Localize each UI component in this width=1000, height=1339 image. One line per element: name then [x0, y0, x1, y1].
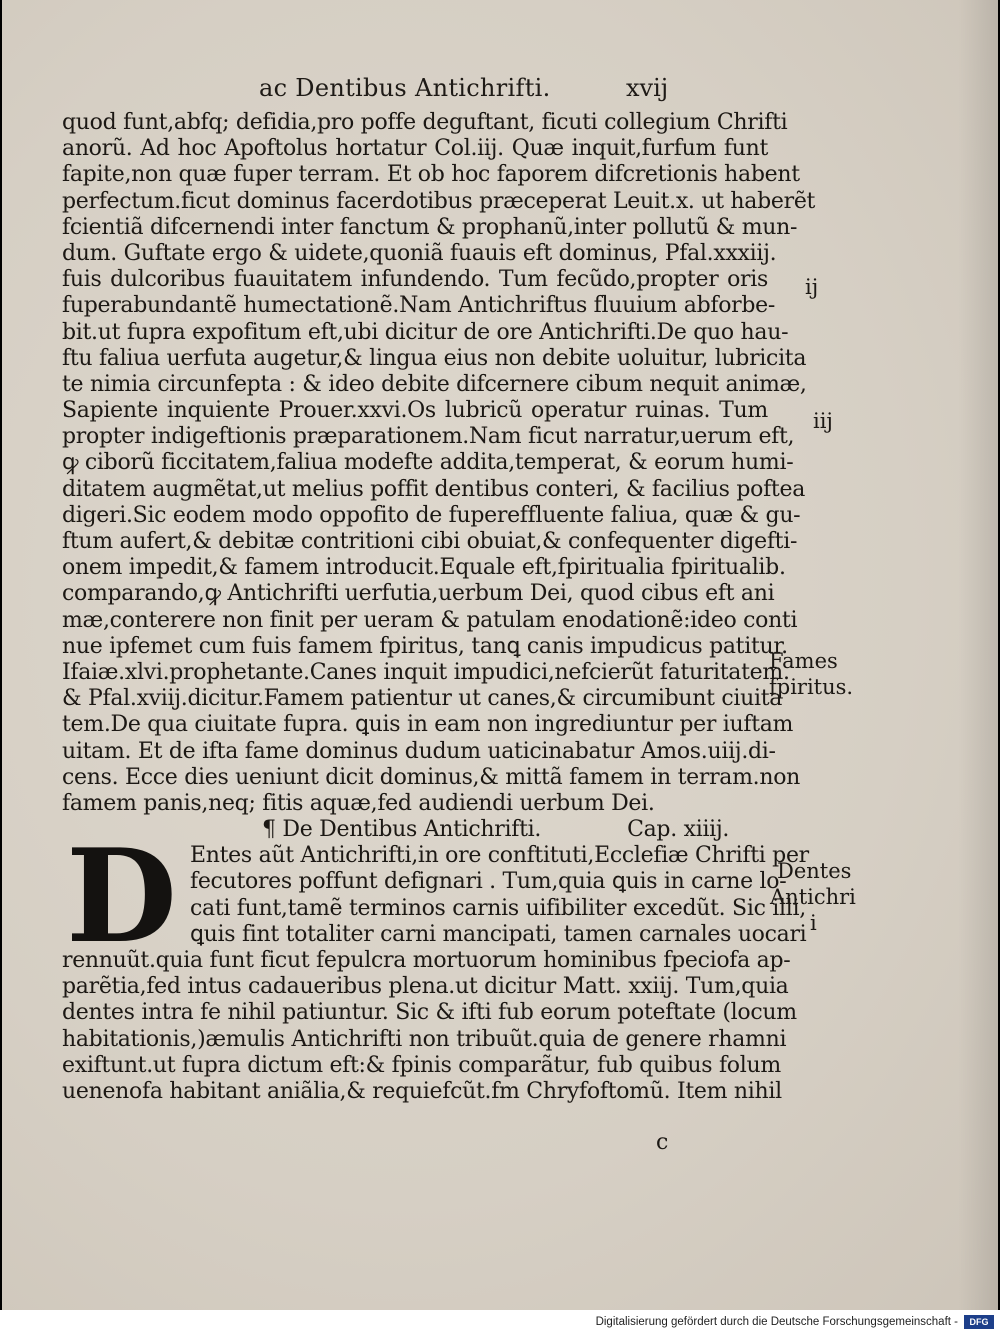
text-line: ftu faliua uerfuta augetur,& lingua eius non debite uoluitur, lubricita: [62, 345, 807, 371]
margin-note-fames: Fames: [769, 649, 838, 673]
text-line: dentes intra fe nihil patiuntur. Sic & ifti fub eorum poteftate (locum: [62, 1000, 797, 1026]
text-line: ꝙ ciborũ ficcitatem,faliua modefte addita,temperat, & eorum humi-: [62, 450, 794, 476]
margin-note-dentes: Dentes: [777, 859, 852, 883]
chapter-number: Cap. xiiij.: [627, 817, 730, 843]
text-line: dum. Guftate ergo & uidete,quoniã fuauis eft dominus, Pfal.xxxiij.: [62, 240, 777, 266]
signature-mark: c: [656, 1130, 669, 1155]
text-line: ftum aufert,& debitæ contritioni cibi obuiat,& confequenter digefti-: [62, 529, 798, 554]
text-line: te nimia circunfepta : & ideo debite difcernere cibum nequit animæ,: [62, 371, 807, 397]
text-line: anorũ. Ad hoc Apoftolus hortatur Col.iij. Quæ inquit,furfum funt: [62, 136, 768, 162]
text-line: Entes aũt Antichrifti,in ore conftituti,Ecclefiæ Chrifti per: [190, 843, 809, 869]
text-line: tem.De qua ciuitate fupra. ꝗuis in eam non ingrediuntur per iuftam: [62, 712, 794, 738]
margin-note-fames-spiritus: fpiritus.: [769, 675, 854, 699]
text-line: mæ,conterere non finit per ueram & patulam enodationẽ:ideo conti: [62, 607, 798, 633]
text-line: & Pfal.xviij.dicitur.Famem patientur ut canes,& circumibunt ciuita: [62, 686, 783, 712]
text-line: Ifaiæ.xlvi.prophetante.Canes inquit impudici,nefcierũt faturitatem.: [62, 659, 790, 685]
text-line: comparando,ꝙ Antichrifti uerfutia,uerbum Dei, quod cibus eft ani: [62, 581, 775, 607]
text-line: fuperabundantẽ humectationẽ.Nam Antichriftus fluuium abforbe-: [62, 293, 776, 319]
margin-note-antichristi-end: i: [810, 911, 817, 935]
text-line: fapite,non quæ fuper terram. Et ob hoc faporem difcretionis habent: [62, 162, 800, 188]
text-line: fcientiã difcernendi inter fanctum & prophanũ,inter pollutũ & mun-: [62, 214, 798, 240]
text-line: propter indigeftionis præparationem.Nam ficut narratur,uerum eft,: [62, 424, 795, 450]
page-edge-shadow: [958, 0, 998, 1310]
text-line: quod funt,abfq; defidia,pro poffe deguftant, ficuti collegium Chrifti: [62, 110, 788, 135]
dfg-logo: DFG: [964, 1315, 994, 1329]
text-line: digeri.Sic eodem modo oppofito de fupereffluente faliua, quæ & gu-: [62, 502, 801, 528]
text-line: cens. Ecce dies ueniunt dicit dominus,& mittã famem in terram.non: [62, 764, 801, 790]
running-header-title: ac Dentibus Antichrifti.: [259, 74, 551, 102]
text-line: onem impedit,& famem introducit.Equale eft,fpiritualia fpiritualib.: [62, 555, 786, 581]
text-line: fecutores poffunt defignari . Tum,quia ꝗuis in carne lo-: [190, 869, 787, 895]
margin-note-iii: iij: [813, 409, 833, 433]
funding-credit: Digitalisierung gefördert durch die Deutsche Forschungsgemeinschaft -: [595, 1316, 958, 1328]
text-line: famem panis,neq; fitis aquæ,fed audiendi uerbum Dei.: [62, 790, 655, 816]
text-line: bit.ut fupra expofitum eft,ubi dicitur de ore Antichrifti.De quo hau-: [62, 319, 789, 345]
text-line: parẽtia,fed intus cadaueribus plena.ut dicitur Matt. xxiij. Tum,quia: [62, 974, 789, 1000]
drop-capital: D: [66, 822, 177, 972]
margin-note-ii: ij: [805, 275, 819, 299]
folio-number: xvij: [626, 74, 669, 102]
text-line: ditatem augmẽtat,ut melius poffit dentibus conteri, & facilius poftea: [62, 476, 806, 502]
digitization-footer: [0, 1310, 1000, 1339]
text-line: ꝗuis fint totaliter carni mancipati, tamen carnales uocari: [190, 921, 807, 947]
text-line: Sapiente inquiente Prouer.xxvi.Os lubricũ operatur ruinas. Tum: [62, 398, 768, 424]
margin-note-antichristi: Antichri: [770, 885, 856, 909]
text-line: rennuũt.quia funt ficut fepulcra mortuorum hominibus fpeciofa ap-: [62, 948, 791, 973]
text-line: cati funt,tamẽ terminos carnis uifibiliter excedũt. Sic illi,: [190, 895, 806, 921]
text-line: nue ipfemet cum fuis famem fpiritus, tanꝗ canis impudicus patitur.: [62, 633, 788, 659]
text-line: perfectum.ficut dominus facerdotibus præceperat Leuit.x. ut haberẽt: [62, 188, 816, 214]
text-line: fuis dulcoribus fuauitatem infundendo. Tum fecũdo,propter oris: [62, 267, 768, 293]
text-line: habitationis,)æmulis Antichrifti non tribuũt.quia de genere rhamni: [62, 1026, 787, 1052]
text-line: uenenofa habitant aniãlia,& requiefcũt.fm Chryfoftomũ. Item nihil: [62, 1078, 782, 1104]
text-line: uitam. Et de ifta fame dominus dudum uaticinabatur Amos.uiij.di-: [62, 738, 776, 764]
text-line: exiftunt.ut fupra dictum eft:& fpinis comparãtur, fub quibus folum: [62, 1052, 781, 1078]
chapter-title: ¶ De Dentibus Antichrifti.: [262, 817, 542, 843]
book-page: [2, 0, 998, 1310]
